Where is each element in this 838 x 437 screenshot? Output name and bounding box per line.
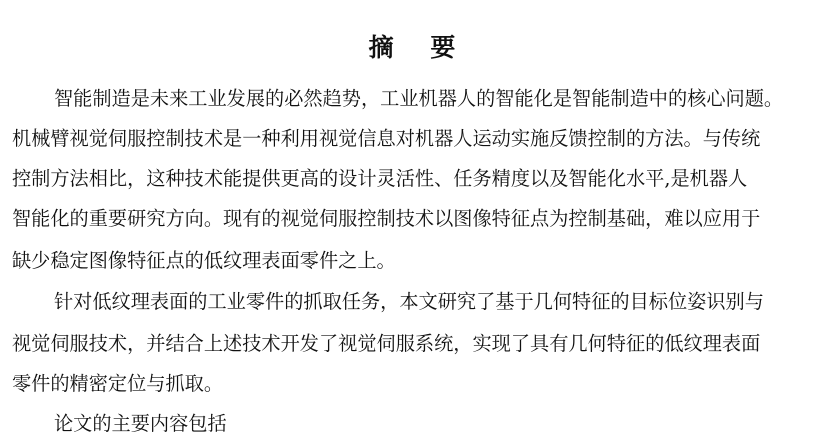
paragraph-line: 论文的主要内容包括 — [54, 412, 227, 435]
paragraph-line: 缺少稳定图像特征点的低纹理表面零件之上。 — [12, 249, 396, 272]
paragraph-line: 视觉伺服技术，并结合上述技术开发了视觉伺服系统，实现了具有几何特征的低纹理表面 — [12, 332, 761, 355]
paragraph-line: 智能制造是未来工业发展的必然趋势，工业机器人的智能化是智能制造中的核心问题。 — [54, 87, 784, 110]
page-title: 摘 要 — [368, 33, 470, 62]
paragraph-line: 控制方法相比，这种技术能提供更高的设计灵活性、任务精度以及智能化水平,是机器人 — [12, 167, 748, 190]
paragraph-line: 智能化的重要研究方向。现有的视觉伺服控制技术以图像特征点为控制基础，难以应用于 — [12, 207, 761, 230]
paragraph-line: 零件的精密定位与抓取。 — [12, 372, 224, 395]
paragraph-line: 机械臂视觉伺服控制技术是一种利用视觉信息对机器人运动实施反馈控制的方法。与传统 — [12, 127, 761, 150]
paragraph-line: 针对低纹理表面的工业零件的抓取任务，本文研究了基于几何特征的目标位姿识别与 — [54, 290, 764, 313]
